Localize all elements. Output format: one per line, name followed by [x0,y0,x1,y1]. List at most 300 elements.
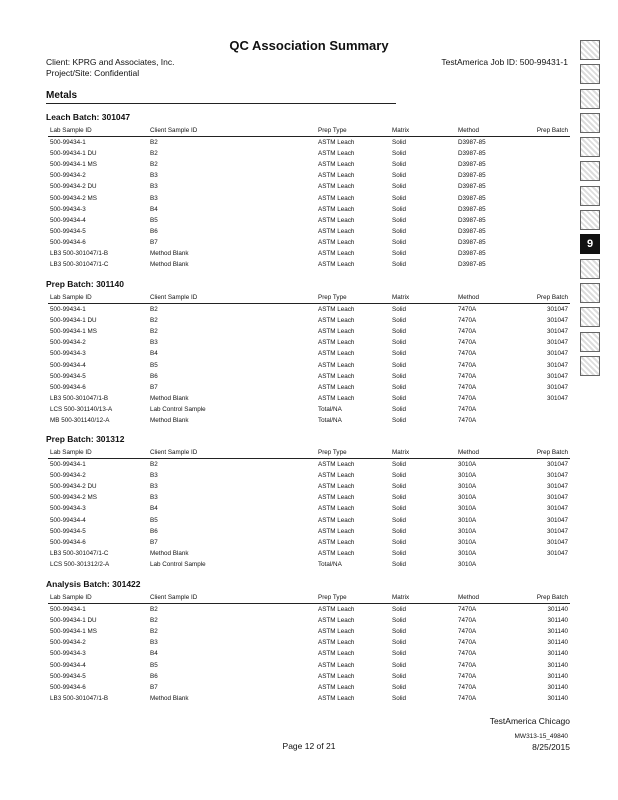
table-cell: 500-99434-6 [50,238,86,246]
side-tab[interactable] [580,259,600,279]
table-cell: Solid [392,683,407,691]
table-cell: Solid [392,372,407,380]
table-cell: 7470A [458,672,477,680]
table-cell [518,215,570,226]
table-cell: ASTM Leach [318,339,355,347]
batch-table [48,125,570,270]
table-cell: B5 [150,516,158,524]
column-header: Client Sample ID [148,292,316,304]
table-cell: B6 [150,527,158,535]
table-cell: ASTM Leach [318,317,355,325]
table-cell: B2 [150,628,158,636]
table-cell: ASTM Leach [318,227,355,235]
column-header: Method [456,125,518,137]
table-cell: D3987-85 [458,150,486,158]
table-cell: 500-99434-1 [50,139,86,147]
table-cell: 500-99434-2 MS [50,194,97,202]
table-cell: D3987-85 [458,261,486,269]
table-cell: Solid [392,306,407,314]
table-cell: 301140 [547,639,568,647]
table-row [48,470,570,481]
table-cell: D3987-85 [458,227,486,235]
table-row [48,337,570,348]
table-cell: 7470A [458,328,477,336]
table-cell: 500-99434-5 [50,672,86,680]
table-cell: 301047 [546,516,568,524]
side-tab[interactable] [580,332,600,352]
table-row [48,548,570,559]
table-cell: D3987-85 [458,238,486,246]
footer-doc-code: MW313-15_49840 [514,733,568,740]
table-cell: LB3 500-301047/1-B [50,394,109,402]
table-cell: D3987-85 [458,183,486,191]
table-cell: B7 [150,238,158,246]
table-header-row [48,125,570,137]
table-cell [518,170,570,181]
table-cell: LB3 500-301047/1-C [50,549,109,557]
table-cell: Method Blank [150,694,189,702]
table-cell: ASTM Leach [318,628,355,636]
table-cell: ASTM Leach [318,216,355,224]
table-cell: 301047 [546,527,568,535]
table-cell: 3010A [458,538,477,546]
table-cell: 301140 [547,617,568,625]
column-header: Lab Sample ID [48,592,148,604]
column-header: Prep Batch [518,592,570,604]
table-row [48,326,570,337]
table-cell: Method Blank [150,394,189,402]
table-cell: ASTM Leach [318,194,355,202]
table-cell: Solid [392,172,407,180]
column-header: Lab Sample ID [48,292,148,304]
table-cell: ASTM Leach [318,139,355,147]
table-cell: B3 [150,183,158,191]
table-cell: 500-99434-6 [50,538,86,546]
table-cell: ASTM Leach [318,350,355,358]
table-cell: LCS 500-301312/2-A [50,560,110,568]
table-cell: Solid [392,461,407,469]
table-cell: Lab Control Sample [150,405,206,413]
table-cell: Total/NA [318,560,342,568]
table-cell: Solid [392,472,407,480]
batch-table [48,592,570,704]
table-cell: 500-99434-3 [50,350,86,358]
side-tab[interactable] [580,186,600,206]
column-header: Prep Type [316,447,390,459]
table-row [48,615,570,626]
table-cell: 500-99434-1 MS [50,628,97,636]
table-cell [518,259,570,270]
column-header: Client Sample ID [148,592,316,604]
column-header: Method [456,592,518,604]
table-cell: 7470A [458,416,477,424]
table-row [48,393,570,404]
table-cell: Total/NA [318,405,342,413]
table-row [48,537,570,548]
table-row [48,359,570,370]
table-row [48,459,570,471]
column-header: Prep Type [316,125,390,137]
table-cell: B3 [150,172,158,180]
table-cell: 301047 [546,328,568,336]
table-cell: 3010A [458,516,477,524]
table-row [48,382,570,393]
table-cell: B2 [150,161,158,169]
table-row [48,315,570,326]
table-cell: 3010A [458,505,477,513]
side-tab[interactable] [580,40,600,60]
table-cell: ASTM Leach [318,472,355,480]
table-row [48,671,570,682]
column-header: Prep Batch [518,125,570,137]
table-cell: Solid [392,516,407,524]
side-tab[interactable] [580,161,600,181]
table-cell [518,237,570,248]
table-cell: ASTM Leach [318,549,355,557]
column-header: Method [456,292,518,304]
table-cell: 301047 [546,549,568,557]
side-tab-active[interactable]: 9 [580,234,600,254]
table-row [48,526,570,537]
column-header: Method [456,447,518,459]
table-cell: Solid [392,383,407,391]
table-cell: 500-99434-6 [50,683,86,691]
table-cell: Solid [392,238,407,246]
side-tab[interactable] [580,283,600,303]
table-cell [518,137,570,149]
table-cell: D3987-85 [458,216,486,224]
table-row [48,137,570,149]
table-cell: 301047 [546,306,568,314]
table-cell: Solid [392,650,407,658]
table-cell: 301140 [547,628,568,636]
table-cell: 500-99434-2 DU [50,483,97,491]
table-cell: B6 [150,227,158,235]
table-cell: 7470A [458,661,477,669]
table-cell: Lab Control Sample [150,560,206,568]
table-cell: Solid [392,161,407,169]
side-tab-strip [580,40,600,380]
table-cell: B5 [150,661,158,669]
table-cell: 7470A [458,405,477,413]
table-cell: ASTM Leach [318,694,355,702]
table-cell: 7470A [458,361,477,369]
table-cell: ASTM Leach [318,505,355,513]
table-cell: B2 [150,461,158,469]
table-cell: B4 [150,650,158,658]
table-cell: B2 [150,306,158,314]
table-row [48,192,570,203]
table-cell: 301047 [546,483,568,491]
table-cell: Solid [392,139,407,147]
table-cell: ASTM Leach [318,249,355,257]
side-tab[interactable] [580,356,600,376]
table-cell: Solid [392,405,407,413]
table-cell: 500-99434-4 [50,216,86,224]
column-header: Prep Batch [518,292,570,304]
table-row [48,682,570,693]
table-cell: 7470A [458,350,477,358]
table-cell: B7 [150,683,158,691]
section-divider [46,103,396,104]
table-cell: 7470A [458,694,477,702]
table-cell: Solid [392,538,407,546]
table-cell: B3 [150,472,158,480]
batch-title: Prep Batch: 301140 [46,279,124,289]
table-cell: ASTM Leach [318,306,355,314]
table-cell: Solid [392,183,407,191]
table-row [48,248,570,259]
table-cell: Solid [392,350,407,358]
table-cell: B7 [150,383,158,391]
table-cell: 500-99434-1 DU [50,617,97,625]
table-cell: 500-99434-1 DU [50,150,97,158]
batch-title: Prep Batch: 301312 [46,434,125,444]
table-cell: B5 [150,361,158,369]
table-row [48,637,570,648]
table-cell: 301047 [546,350,568,358]
table-cell: 301047 [546,472,568,480]
table-cell: Solid [392,361,407,369]
table-cell: ASTM Leach [318,183,355,191]
table-cell: B2 [150,606,158,614]
table-cell: Solid [392,483,407,491]
table-row [48,181,570,192]
table-cell: 500-99434-5 [50,527,86,535]
table-cell: Solid [392,505,407,513]
table-cell: B4 [150,205,158,213]
table-cell: 500-99434-1 MS [50,161,97,169]
table-cell: 500-99434-5 [50,372,86,380]
table-cell: ASTM Leach [318,394,355,402]
table-cell: 500-99434-2 [50,472,86,480]
table-cell [518,559,570,570]
table-cell: 301140 [547,683,568,691]
table-cell: 3010A [458,483,477,491]
section-title: Metals [46,90,78,101]
table-cell: 500-99434-2 DU [50,183,97,191]
table-row [48,204,570,215]
table-cell: 301047 [546,461,568,469]
table-row [48,693,570,704]
column-header: Matrix [390,292,456,304]
side-tab[interactable] [580,64,600,84]
table-cell: 301047 [546,538,568,546]
table-cell: 500-99434-3 [50,205,86,213]
table-cell: ASTM Leach [318,483,355,491]
table-cell: Solid [392,527,407,535]
column-header: Client Sample ID [148,125,316,137]
side-tab[interactable] [580,137,600,157]
table-cell: D3987-85 [458,172,486,180]
table-cell: 7470A [458,639,477,647]
table-cell: 301047 [546,394,568,402]
table-cell: Solid [392,150,407,158]
table-cell: B4 [150,350,158,358]
table-row [48,148,570,159]
table-cell: 301140 [547,606,568,614]
column-header: Prep Type [316,592,390,604]
table-cell [518,248,570,259]
column-header: Matrix [390,447,456,459]
table-row [48,648,570,659]
client-name: Client: KPRG and Associates, Inc. [46,57,175,67]
table-cell: Solid [392,328,407,336]
table-cell: B2 [150,328,158,336]
batch-table [48,292,570,426]
table-cell: Solid [392,549,407,557]
table-header-row [48,592,570,604]
column-header: Prep Type [316,292,390,304]
table-cell: ASTM Leach [318,639,355,647]
side-tab[interactable] [580,307,600,327]
table-cell: 500-99434-1 MS [50,328,97,336]
table-cell: 7470A [458,394,477,402]
table-cell: Solid [392,672,407,680]
table-cell: Solid [392,628,407,636]
project-site: Project/Site: Confidential [46,68,140,78]
column-header: Client Sample ID [148,447,316,459]
table-cell: ASTM Leach [318,606,355,614]
table-cell: Solid [392,216,407,224]
table-cell: Solid [392,227,407,235]
table-row [48,304,570,316]
table-cell: 500-99434-1 [50,606,86,614]
table-cell: 7470A [458,606,477,614]
table-cell: ASTM Leach [318,672,355,680]
table-cell: Method Blank [150,549,189,557]
column-header: Lab Sample ID [48,125,148,137]
table-cell: D3987-85 [458,205,486,213]
table-cell: 301140 [547,661,568,669]
table-cell: ASTM Leach [318,361,355,369]
table-cell: ASTM Leach [318,161,355,169]
table-cell: B2 [150,317,158,325]
side-tab[interactable] [580,89,600,109]
table-cell: Method Blank [150,261,189,269]
table-cell [518,192,570,203]
table-cell: 500-99434-1 [50,306,86,314]
table-cell: 500-99434-1 [50,461,86,469]
side-tab[interactable] [580,210,600,230]
job-id: TestAmerica Job ID: 500-99431-1 [441,57,568,67]
table-row [48,237,570,248]
table-cell: Solid [392,317,407,325]
table-cell: 500-99434-1 DU [50,317,97,325]
table-cell: Solid [392,639,407,647]
table-cell: ASTM Leach [318,383,355,391]
column-header: Matrix [390,592,456,604]
table-cell: Solid [392,261,407,269]
table-cell: Solid [392,416,407,424]
table-cell: ASTM Leach [318,538,355,546]
table-cell: D3987-85 [458,139,486,147]
page-title: QC Association Summary [229,38,389,53]
table-row [48,626,570,637]
table-cell: B3 [150,494,158,502]
table-cell: ASTM Leach [318,328,355,336]
table-cell: 7470A [458,317,477,325]
table-cell: Solid [392,249,407,257]
table-cell: ASTM Leach [318,617,355,625]
table-cell: 3010A [458,527,477,535]
table-row [48,559,570,570]
table-cell: 301047 [546,361,568,369]
table-cell: B3 [150,339,158,347]
table-cell: 3010A [458,461,477,469]
table-cell [518,181,570,192]
table-row [48,371,570,382]
table-cell: 7470A [458,617,477,625]
table-cell: ASTM Leach [318,238,355,246]
table-cell: 7470A [458,650,477,658]
table-cell: B5 [150,216,158,224]
table-header-row [48,447,570,459]
table-cell: 301047 [546,494,568,502]
table-cell: 301140 [547,672,568,680]
table-cell: Solid [392,694,407,702]
table-cell: ASTM Leach [318,494,355,502]
table-cell [518,148,570,159]
table-cell: B4 [150,505,158,513]
table-cell: Solid [392,205,407,213]
table-cell: Method Blank [150,416,189,424]
table-row [48,415,570,426]
table-cell: 301047 [546,339,568,347]
table-cell: 301047 [546,372,568,380]
footer-page-number: Page 12 of 21 [282,741,336,751]
table-cell: ASTM Leach [318,205,355,213]
side-tab[interactable] [580,113,600,133]
table-cell: LB3 500-301047/1-B [50,694,109,702]
table-cell: B3 [150,483,158,491]
table-cell: B2 [150,150,158,158]
table-cell: Total/NA [318,416,342,424]
table-cell: 7470A [458,372,477,380]
table-cell [518,415,570,426]
table-cell: D3987-85 [458,249,486,257]
table-row [48,659,570,670]
table-cell: 3010A [458,494,477,502]
table-row [48,215,570,226]
table-row [48,492,570,503]
table-row [48,226,570,237]
table-cell: 500-99434-5 [50,227,86,235]
table-cell: ASTM Leach [318,172,355,180]
table-cell: 7470A [458,383,477,391]
table-cell: D3987-85 [458,194,486,202]
column-header: Prep Batch [518,447,570,459]
table-cell: Solid [392,494,407,502]
table-cell: ASTM Leach [318,150,355,158]
table-cell: 500-99434-4 [50,361,86,369]
table-cell: 3010A [458,549,477,557]
table-cell: Solid [392,194,407,202]
footer-lab-name: TestAmerica Chicago [489,716,570,726]
table-cell: 500-99434-6 [50,383,86,391]
table-cell: B2 [150,139,158,147]
table-row [48,348,570,359]
table-row [48,604,570,616]
table-cell: 500-99434-3 [50,650,86,658]
table-row [48,170,570,181]
table-cell: ASTM Leach [318,461,355,469]
table-row [48,259,570,270]
table-cell: B2 [150,617,158,625]
table-cell: Solid [392,560,407,568]
table-cell: 7470A [458,339,477,347]
table-cell: 7470A [458,306,477,314]
